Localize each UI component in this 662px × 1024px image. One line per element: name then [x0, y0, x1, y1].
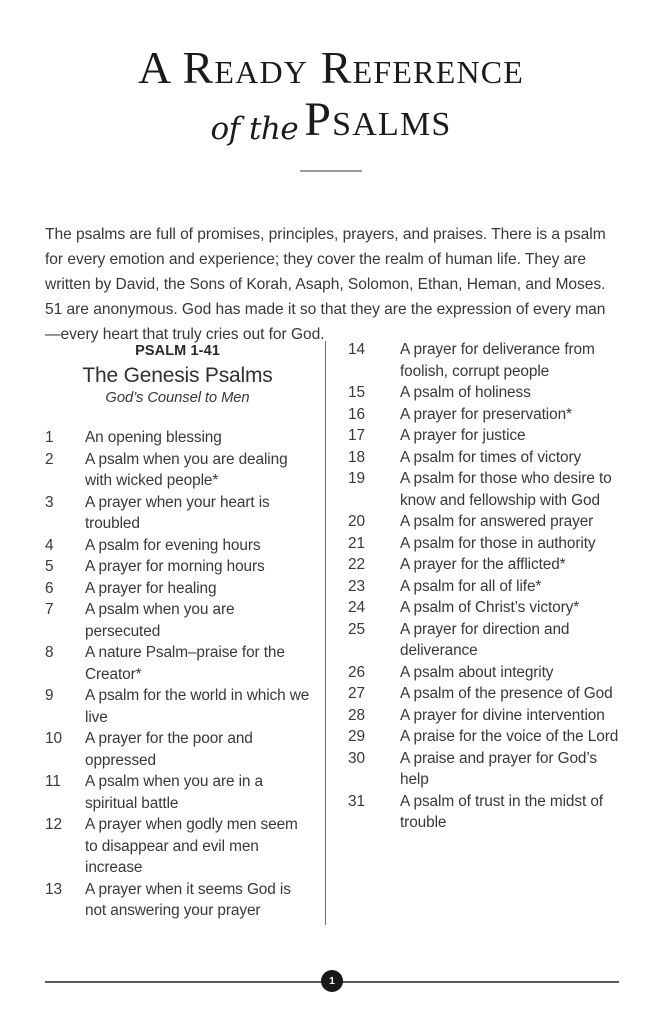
- title-word-psalms: Psalms: [304, 93, 452, 146]
- psalm-description: A prayer for preservation*: [400, 405, 572, 423]
- psalm-description: A psalm about integrity: [400, 663, 554, 681]
- psalm-description: A psalm when you are persecuted: [85, 601, 235, 640]
- psalm-entry: [348, 597, 623, 619]
- psalm-description: A psalm of holiness: [400, 384, 531, 401]
- psalm-description: A prayer for deliverance from foolish, corrupt people: [400, 341, 595, 380]
- psalm-description: A praise for the voice of the Lord: [400, 728, 619, 745]
- psalm-entry: [348, 382, 623, 404]
- psalm-description: A psalm for answered prayer: [400, 513, 594, 530]
- psalm-description: A prayer for divine intervention: [400, 706, 605, 724]
- psalm-entry: [348, 533, 623, 555]
- psalm-entry: [348, 468, 623, 511]
- psalm-description: A prayer when your heart is troubled: [85, 493, 270, 532]
- psalm-number: 29: [348, 728, 365, 745]
- psalm-number: 12: [45, 816, 62, 833]
- psalm-entry: [348, 339, 623, 382]
- psalm-entry: [45, 578, 313, 600]
- psalm-description: A praise and prayer for God’s help: [400, 749, 598, 788]
- psalm-description: A psalm of Christ’s victory*: [400, 599, 580, 616]
- psalm-entry: [45, 556, 313, 578]
- page-number-badge: 1: [321, 970, 343, 992]
- page-title: [0, 42, 662, 172]
- psalm-entry: [45, 642, 313, 685]
- psalm-entry: [348, 404, 623, 426]
- psalm-entry: [348, 511, 623, 533]
- psalm-number: 26: [348, 663, 365, 681]
- psalm-description: A prayer when godly men seem to disappear and evil men increase: [85, 816, 298, 876]
- title-line-secondary: [0, 92, 662, 148]
- psalm-number: 14: [348, 341, 365, 358]
- psalm-description: A psalm for those in authority: [400, 534, 596, 552]
- psalm-entry: [348, 619, 623, 662]
- psalm-number: 6: [45, 579, 54, 597]
- psalm-entry: [45, 771, 313, 814]
- psalm-description: A psalm for times of victory: [400, 448, 582, 466]
- psalm-number: 8: [45, 644, 54, 661]
- psalm-number: 3: [45, 493, 54, 511]
- psalm-entry: [45, 879, 313, 922]
- psalm-description: A psalm when you are dealing with wicked people*: [85, 450, 288, 489]
- psalm-number: 2: [45, 450, 54, 468]
- psalm-number: 9: [45, 687, 54, 704]
- psalm-entry: [348, 576, 623, 598]
- psalm-entry: [348, 726, 623, 748]
- psalm-number: 5: [45, 558, 54, 575]
- psalm-description: A prayer for morning hours: [85, 558, 265, 575]
- psalm-list-right: [348, 339, 623, 834]
- psalm-description: A prayer for the poor and oppressed: [85, 730, 253, 769]
- psalm-number: 4: [45, 536, 54, 554]
- psalm-entry: [348, 662, 623, 684]
- psalm-number: 30: [348, 749, 365, 767]
- psalm-number: 11: [45, 773, 61, 790]
- psalm-description: An opening blessing: [85, 429, 222, 446]
- psalm-entry: [45, 492, 313, 535]
- psalm-description: A prayer for direction and deliverance: [400, 620, 570, 659]
- psalm-description: A prayer for the afflicted*: [400, 556, 566, 573]
- section-subtitle: God’s Counsel to Men: [105, 390, 250, 406]
- psalm-description: A psalm for those who desire to know and fellowship with God: [400, 470, 612, 509]
- psalm-number: 21: [348, 534, 365, 552]
- title-line-primary: A Ready Reference: [137, 42, 525, 93]
- psalm-entry: [45, 728, 313, 771]
- psalm-description: A psalm of the presence of God: [400, 685, 613, 702]
- psalm-entry: [45, 427, 313, 449]
- psalm-number: 27: [348, 685, 365, 702]
- psalm-entry: [348, 791, 623, 834]
- psalm-number: 15: [348, 384, 365, 401]
- psalm-entry: [348, 705, 623, 727]
- psalm-description: A prayer for justice: [400, 427, 526, 444]
- psalm-entry: [348, 447, 623, 469]
- title-script-ofthe: of the: [210, 111, 299, 147]
- psalm-entry: [348, 748, 623, 791]
- psalm-description: A prayer for healing: [85, 579, 217, 597]
- section-heading: [45, 343, 310, 406]
- section-title: The Genesis Psalms: [82, 364, 273, 387]
- psalm-number: 18: [348, 448, 365, 466]
- psalm-description: A psalm for evening hours: [85, 536, 261, 554]
- psalm-number: 25: [348, 620, 365, 638]
- psalm-number: 13: [45, 880, 62, 898]
- intro-paragraph: The psalms are full of promises, principles, prayers, and praises. There is a psalm for every emotion and experience; they cover the realm of human life. They are written by David, the Sons of Korah, Asaph, Solomon, Ethan, Heman, and Moses. 51 are anonymous. God has made it so that they are the expression of every man—every heart that truly cries out for God.: [45, 225, 606, 344]
- psalm-number: 7: [45, 601, 54, 618]
- psalm-number: 16: [348, 405, 365, 423]
- psalm-number: 20: [348, 513, 365, 530]
- psalm-description: A psalm for the world in which we live: [85, 687, 310, 726]
- psalm-number: 17: [348, 427, 365, 444]
- psalm-entry: [45, 599, 313, 642]
- psalm-description: A psalm for all of life*: [400, 577, 542, 595]
- page-footer: [45, 970, 619, 994]
- psalm-number: 10: [45, 730, 62, 747]
- psalm-entry: [348, 425, 623, 447]
- psalm-number: 28: [348, 706, 365, 724]
- psalm-entry: [348, 683, 623, 705]
- psalm-number: 31: [348, 792, 365, 810]
- psalm-number: 22: [348, 556, 365, 573]
- psalm-entry: [45, 449, 313, 492]
- column-divider: [325, 341, 326, 925]
- psalm-number: 19: [348, 470, 365, 487]
- psalm-list-left: [45, 427, 313, 922]
- psalm-entry: [45, 685, 313, 728]
- section-kicker: PSALM 1-41: [135, 343, 220, 359]
- psalm-description: A psalm of trust in the midst of trouble: [400, 792, 603, 831]
- psalm-description: A nature Psalm–praise for the Creator*: [85, 644, 285, 683]
- psalm-entry: [45, 814, 313, 879]
- psalm-number: 24: [348, 599, 365, 616]
- psalm-description: A prayer when it seems God is not answering your prayer: [85, 880, 291, 919]
- psalm-description: A psalm when you are in a spiritual battle: [85, 773, 264, 812]
- psalm-entry: [45, 535, 313, 557]
- title-divider-rule: [300, 170, 362, 172]
- psalm-number: 23: [348, 577, 365, 595]
- psalm-number: 1: [45, 429, 54, 446]
- psalm-entry: [348, 554, 623, 576]
